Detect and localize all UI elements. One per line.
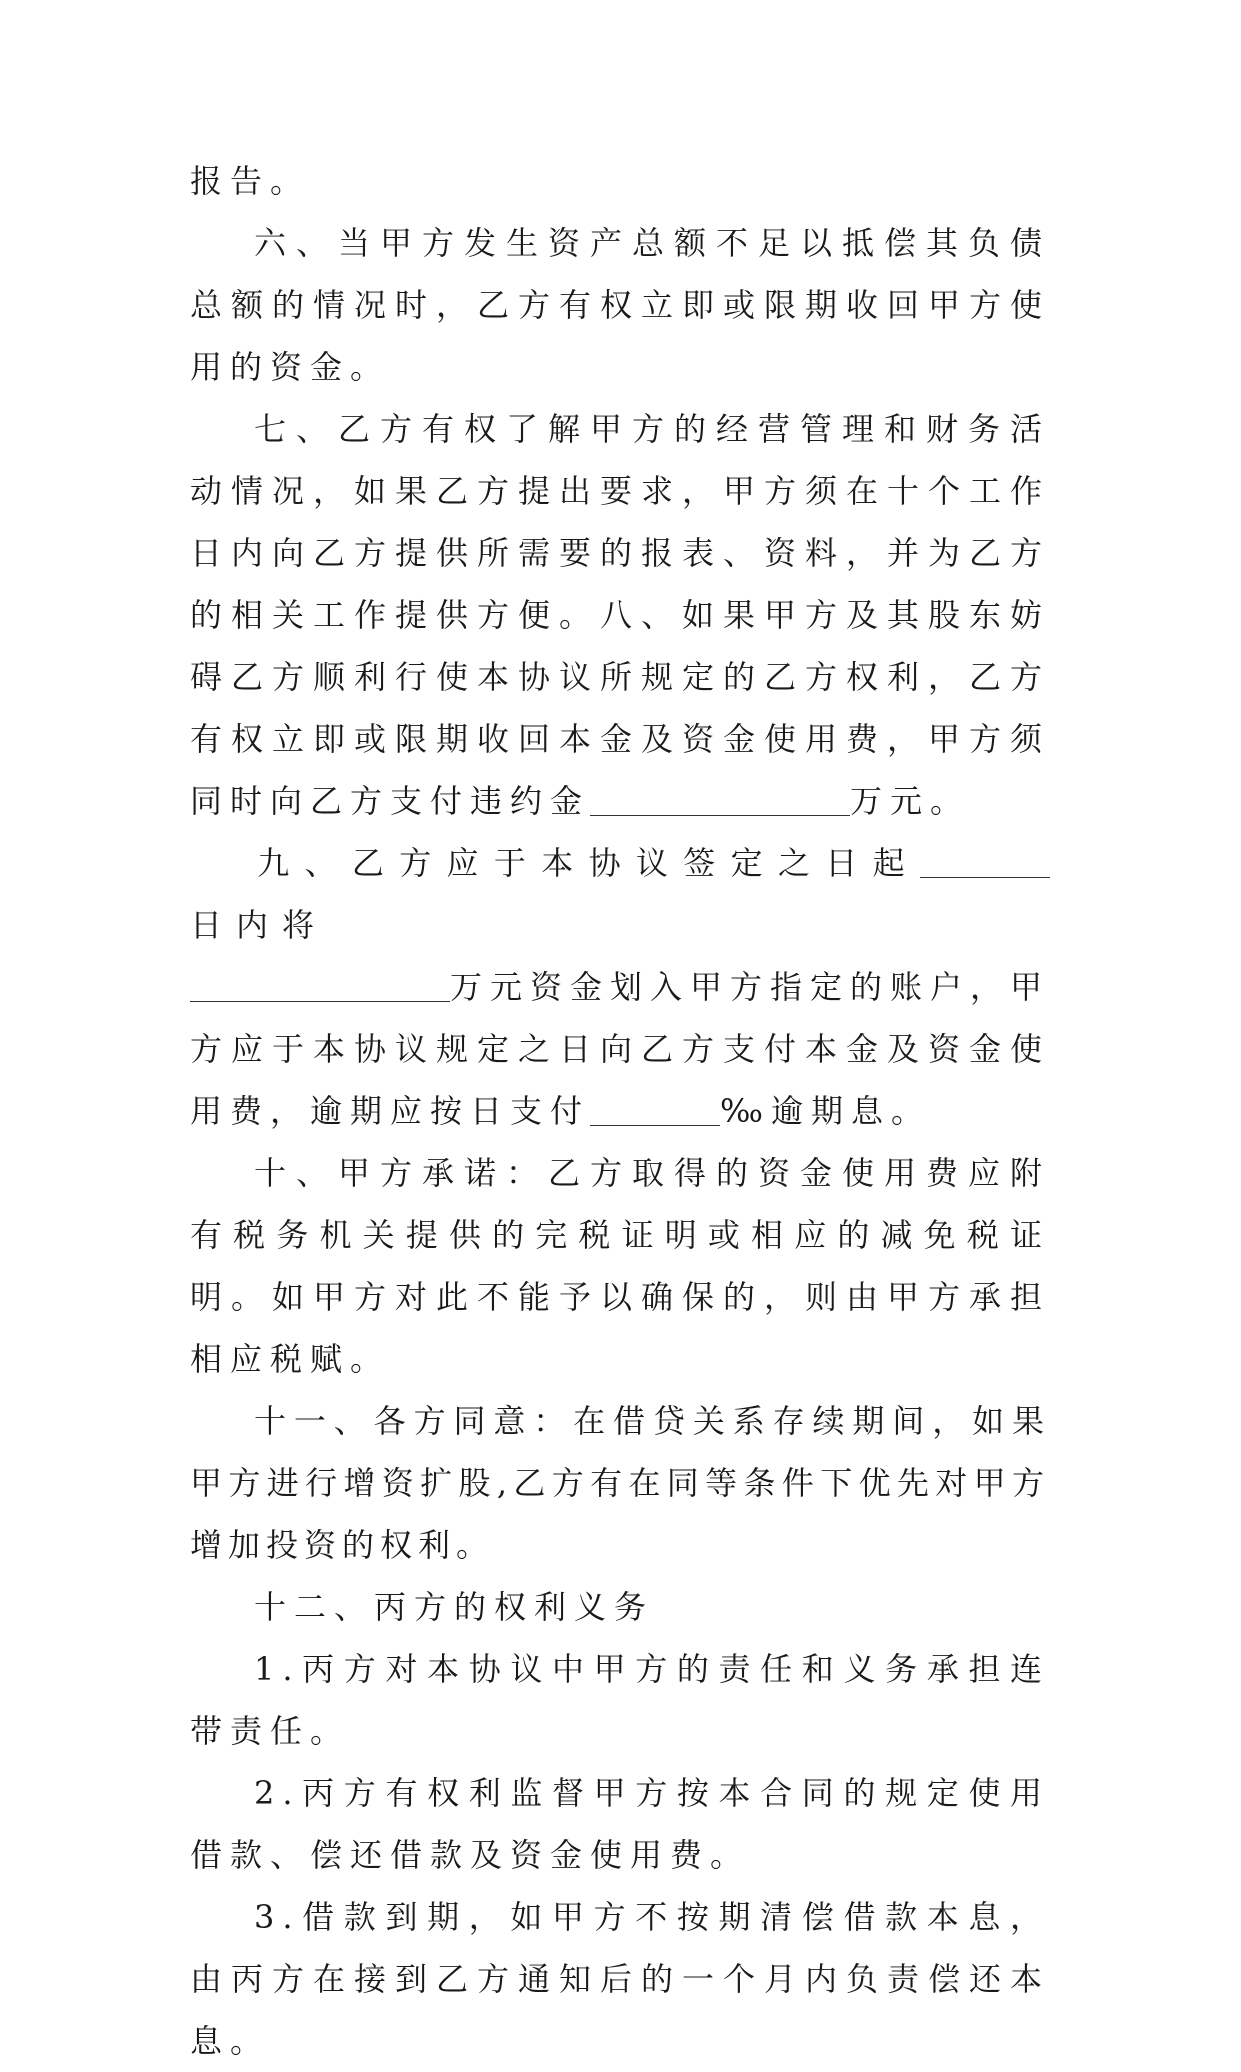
overdue-rate-blank [590,1091,720,1126]
paragraph-text: 万元资金划入甲方指定的账户，甲方应于本协议规定之日向乙方支付本金及资金使用费，逾期应按日支付 [190,968,1051,1130]
paragraph-text: 3.借款到期，如甲方不按期清偿借款本息，由丙方在接到乙方通知后的一个月内负责偿还本息。 [190,1898,1050,2060]
paragraph-text: 十二、丙方的权利义务 [254,1588,655,1626]
paragraph-text: ‰逾期息。 [720,1092,931,1130]
paragraph-text: 十一、各方同意：在借贷关系存续期间，如果甲方进行增资扩股,乙方有在同等条件下优先对甲方增加投资的权利。 [190,1402,1050,1564]
paragraph-text: 六、当甲方发生资产总额不足以抵偿其负债总额的情况时，乙方有权立即或限期收回甲方使用的资金。 [190,224,1050,386]
paragraph-text: 日内将 [190,906,329,944]
clause-7-8 [190,398,1050,832]
clause-12-heading [190,1576,1050,1638]
document-body [190,150,1050,2072]
clause-6 [190,212,1050,398]
penalty-amount-blank [590,781,850,816]
paragraph-text: 十、甲方承诺：乙方取得的资金使用费应附有税务机关提供的完税证明或相应的减免税证明。如甲方对此不能予以确保的，则由甲方承担相应税赋。 [190,1154,1050,1378]
clause-9-continued [190,956,1050,1142]
clause-12-item-1 [190,1638,1050,1762]
clause-12-item-2 [190,1762,1050,1886]
clause-9 [190,832,1050,956]
paragraph-text: 万元。 [850,782,971,820]
paragraph-text: 1.丙方对本协议中甲方的责任和义务承担连带责任。 [190,1650,1050,1750]
paragraph-text: 九、乙方应于本协议签定之日起 [257,844,920,882]
paragraph-text: 七、乙方有权了解甲方的经营管理和财务活动情况，如果乙方提出要求，甲方须在十个工作日内向乙方提供所需要的报表、资料，并为乙方的相关工作提供方便。八、如果甲方及其股东妨碍乙方顺利行使本协议所规定的乙方权利，乙方有权立即或限期收回本金及资金使用费，甲方须同时向乙方支付违约金 [190,410,1050,820]
paragraph-text: 报告。 [190,162,311,200]
paragraph-report-end [190,150,1050,212]
days-blank [920,843,1050,878]
clause-10 [190,1142,1050,1390]
clause-12-item-3 [190,1886,1050,2072]
paragraph-text: 2.丙方有权利监督甲方按本合同的规定使用借款、偿还借款及资金使用费。 [190,1774,1050,1874]
fund-amount-blank [190,967,450,1002]
clause-11 [190,1390,1050,1576]
